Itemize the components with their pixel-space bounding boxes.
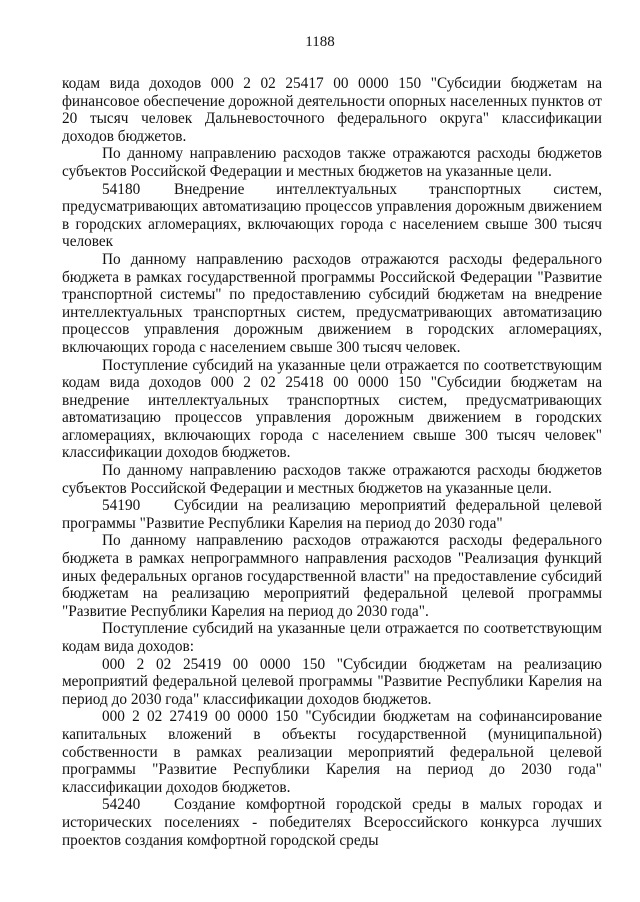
budget-code-title: Создание комфортной городской среды в малых городах и исторических поселениях - победителях Всероссийского конкурса лучших проектов создания комфортной городской среды [62, 796, 602, 849]
body-paragraph: По данному направлению расходов отражаются расходы федерального бюджета в рамках непрограммного направления расходов "Реализация функций иных федеральных органов государственной власти" на предоставление субсидий бюджетам на реализацию мероприятий федеральной целевой программы "Развитие Республики Карелия на период до 2030 года". [62, 532, 602, 620]
body-paragraph: 000 2 02 25419 00 0000 150 "Субсидии бюджетам на реализацию мероприятий федеральной целевой программы "Развитие Республики Карелия на период до 2030 года" классификации доходов бюджетов. [62, 655, 602, 708]
body-paragraph: 000 2 02 27419 00 0000 150 "Субсидии бюджетам на софинансирование капитальных вложений в объекты государственной (муниципальной) собственности в рамках реализации мероприятий федеральной целевой программы "Развитие Республики Карелия на период до 2030 года" классификации доходов бюджетов. [62, 708, 602, 796]
budget-code: 54240 [102, 796, 141, 814]
body-paragraph: По данному направлению расходов отражаются расходы федерального бюджета в рамках государственной программы Российской Федерации "Развитие транспортной системы" по предоставлению субсидий бюджетам на внедрение интеллектуальных транспортных систем, предусматривающих автоматизацию процессов управления дорожным движением в городских агломерациях, включающих города с населением свыше 300 тысяч человек. [62, 250, 602, 356]
budget-code-title: Внедрение интеллектуальных транспортных систем, предусматривающих автоматизацию процессов управления дорожным движением в городских агломерациях, включающих города с населением свыше 300 тысяч человек [62, 180, 602, 251]
budget-code-heading [62, 497, 602, 532]
page-number: 1188 [305, 34, 335, 50]
document-body [62, 75, 602, 849]
body-paragraph: По данному направлению расходов также отражаются расходы бюджетов субъектов Российской Федерации и местных бюджетов на указанные цели. [62, 145, 602, 180]
body-paragraph: Поступление субсидий на указанные цели отражается по соответствующим кодам вида доходов: [62, 620, 602, 655]
budget-code-heading [62, 796, 602, 849]
budget-code: 54180 [102, 180, 141, 198]
budget-code-title: Субсидии на реализацию мероприятий федеральной целевой программы "Развитие Республики Карелия на период до 2030 года" [62, 497, 602, 532]
budget-code: 54190 [102, 497, 141, 515]
budget-code-heading [62, 181, 602, 251]
body-paragraph: Поступление субсидий на указанные цели отражается по соответствующим кодам вида доходов 000 2 02 25418 00 0000 150 "Субсидии бюджетам на внедрение интеллектуальных транспортных систем, предусматривающих автоматизацию процессов управления дорожным движением в городских агломерациях, включающих города с населением свыше 300 тысяч человек" классификации доходов бюджетов. [62, 356, 602, 462]
body-paragraph: кодам вида доходов 000 2 02 25417 00 0000 150 "Субсидии бюджетам на финансовое обеспечение дорожной деятельности опорных населенных пунктов от 20 тысяч человек Дальневосточного федерального округа" классификации доходов бюджетов. [62, 75, 602, 145]
body-paragraph: По данному направлению расходов также отражаются расходы бюджетов субъектов Российской Федерации и местных бюджетов на указанные цели. [62, 462, 602, 497]
